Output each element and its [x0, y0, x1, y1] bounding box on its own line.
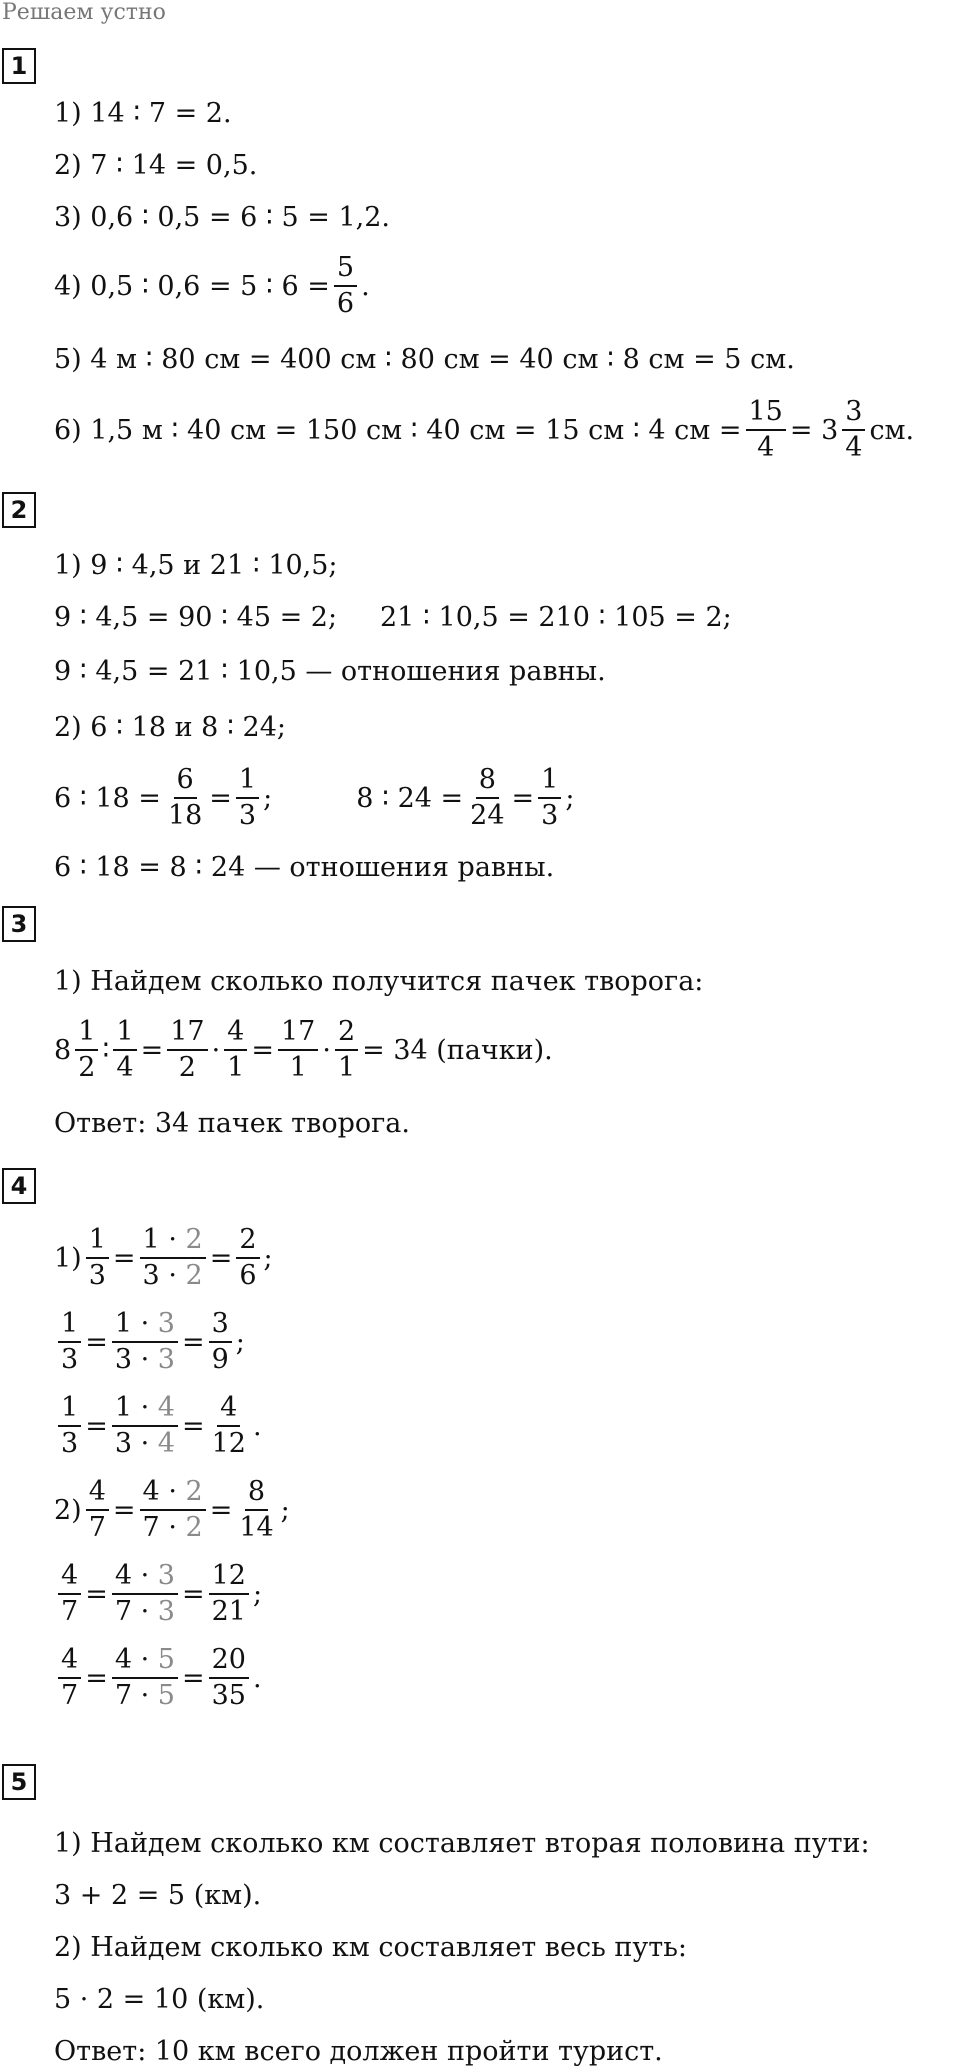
fraction: $\frac{1 \cdot 4}{3 \cdot 4}$ [112, 1394, 178, 1459]
fraction: $\frac{3}{9}$ [209, 1310, 232, 1375]
fraction: $\frac{1}{3}$ [538, 766, 561, 831]
fraction: $\frac{1}{3}$ [236, 766, 259, 831]
task-1-line-6: 6) 1,5 м ∶ 40 см = 150 см ∶ 40 см = 15 см ∶ 4 см = $\frac{15}{4}$ = 3 $\frac{3}{4}$ см. [54, 396, 915, 464]
task-5-line-1: 1) Найдем сколько км составляет вторая половина пути: [54, 1828, 870, 1859]
task-3-answer: Ответ: 34 пачек творога. [54, 1108, 410, 1139]
task-1-number: 1 [2, 48, 36, 84]
task-2-line-1: 1) 9 ∶ 4,5 и 21 ∶ 10,5; [54, 550, 338, 581]
task-4-row: 2) $\frac{4}{7}$ = $\frac{4 \cdot 2}{7 \cdot 2}$ = $\frac{8}{14}$ ; [54, 1476, 290, 1544]
task-1-line-3: 3) 0,6 ∶ 0,5 = 6 ∶ 5 = 1,2. [54, 202, 391, 233]
task-3-number: 3 [2, 906, 36, 942]
task-1-line-1: 1) 14 ∶ 7 = 2. [54, 98, 232, 129]
fraction: $\frac{17}{1}$ [278, 1018, 318, 1083]
task-5-line-4: 5 · 2 = 10 (км). [54, 1984, 265, 2015]
task-5-line-3: 2) Найдем сколько км составляет весь путь: [54, 1932, 688, 1963]
fraction: $\frac{1 \cdot 2}{3 \cdot 2}$ [140, 1226, 206, 1291]
task-2-line-5: 6 ∶ 18 = $\frac{6}{18}$ = $\frac{1}{3}$ ; 8 ∶ 24 = $\frac{8}{24}$ = $\frac{1}{3}$ ; [54, 764, 575, 832]
fraction: $\frac{6}{18}$ [167, 764, 203, 832]
task-3-line-1: 1) Найдем сколько получится пачек творога: [54, 966, 704, 997]
fraction: $\frac{1 \cdot 3}{3 \cdot 3}$ [112, 1310, 178, 1375]
fraction: $\frac{15}{4}$ [746, 398, 786, 463]
task-1-line-5: 5) 4 м ∶ 80 см = 400 см ∶ 80 см = 40 см ∶ 8 см = 5 см. [54, 344, 795, 375]
task-5-line-2: 3 + 2 = 5 (км). [54, 1880, 262, 1911]
task-5-number: 5 [2, 1764, 36, 1800]
fraction: $\frac{1}{3}$ [58, 1310, 81, 1375]
task-2-line-3: 9 ∶ 4,5 = 21 ∶ 10,5 — отношения равны. [54, 656, 606, 687]
task-1-line-4: 4) 0,5 ∶ 0,6 = 5 ∶ 6 = $\frac{5}{6}$ . [54, 252, 370, 320]
fraction: $\frac{4 \cdot 5}{7 \cdot 5}$ [112, 1646, 178, 1711]
fraction: $\frac{1}{4}$ [113, 1018, 136, 1083]
fraction: $\frac{12}{21}$ [209, 1562, 249, 1627]
fraction: $\frac{8}{24}$ [470, 764, 505, 832]
task-1-line-2: 2) 7 ∶ 14 = 0,5. [54, 150, 258, 181]
fraction: $\frac{4}{12}$ [211, 1392, 246, 1460]
task-4-row: $\frac{1}{3}$ = $\frac{1 \cdot 4}{3 \cdot 4}$ = $\frac{4}{12}$ . [54, 1394, 262, 1459]
fraction: $\frac{1}{3}$ [58, 1394, 81, 1459]
fraction: $\frac{20}{35}$ [209, 1646, 249, 1711]
task-2-line-4: 2) 6 ∶ 18 и 8 ∶ 24; [54, 712, 287, 743]
task-4-row: 1) $\frac{1}{3}$ = $\frac{1 \cdot 2}{3 \cdot 2}$ = $\frac{2}{6}$ ; [54, 1224, 273, 1292]
task-4-number: 4 [2, 1168, 36, 1204]
fraction: $\frac{3}{4}$ [842, 398, 865, 463]
task-4-row: $\frac{4}{7}$ = $\frac{4 \cdot 3}{7 \cdot 3}$ = $\frac{12}{21}$ ; [54, 1562, 262, 1627]
task-3-line-2: 8 $\frac{1}{2}$ ∶ $\frac{1}{4}$ = $\frac{17}{2}$ · $\frac{4}{1}$ = $\frac{17}{1}$ · $\frac{2}{1}$ = 34 (пачки). [54, 1016, 553, 1084]
task-4-row: $\frac{4}{7}$ = $\frac{4 \cdot 5}{7 \cdot 5}$ = $\frac{20}{35}$ . [54, 1646, 262, 1711]
fraction: $\frac{2}{1}$ [335, 1018, 358, 1083]
fraction: $\frac{4}{7}$ [58, 1646, 81, 1711]
task-2-line-6: 6 ∶ 18 = 8 ∶ 24 — отношения равны. [54, 852, 555, 883]
fraction: $\frac{4}{7}$ [86, 1478, 109, 1543]
fraction: $\frac{1}{2}$ [75, 1018, 98, 1083]
fraction: $\frac{4}{1}$ [224, 1018, 247, 1083]
task-2-number: 2 [2, 492, 36, 528]
fraction: $\frac{8}{14}$ [239, 1476, 274, 1544]
task-4-row: $\frac{1}{3}$ = $\frac{1 \cdot 3}{3 \cdot 3}$ = $\frac{3}{9}$ ; [54, 1310, 245, 1375]
fraction: $\frac{2}{6}$ [236, 1226, 259, 1291]
fraction: $\frac{17}{2}$ [167, 1018, 207, 1083]
fraction: $\frac{4 \cdot 2}{7 \cdot 2}$ [140, 1478, 206, 1543]
fraction: $\frac{1}{3}$ [86, 1226, 109, 1291]
fraction: $\frac{5}{6}$ [334, 254, 357, 319]
fraction: $\frac{4 \cdot 3}{7 \cdot 3}$ [112, 1562, 178, 1627]
task-2-line-2: 9 ∶ 4,5 = 90 ∶ 45 = 2; 21 ∶ 10,5 = 210 ∶ 105 = 2; [54, 602, 732, 633]
task-5-answer: Ответ: 10 км всего должен пройти турист. [54, 2036, 663, 2067]
fraction: $\frac{4}{7}$ [58, 1562, 81, 1627]
page-header: Решаем устно [2, 0, 166, 25]
